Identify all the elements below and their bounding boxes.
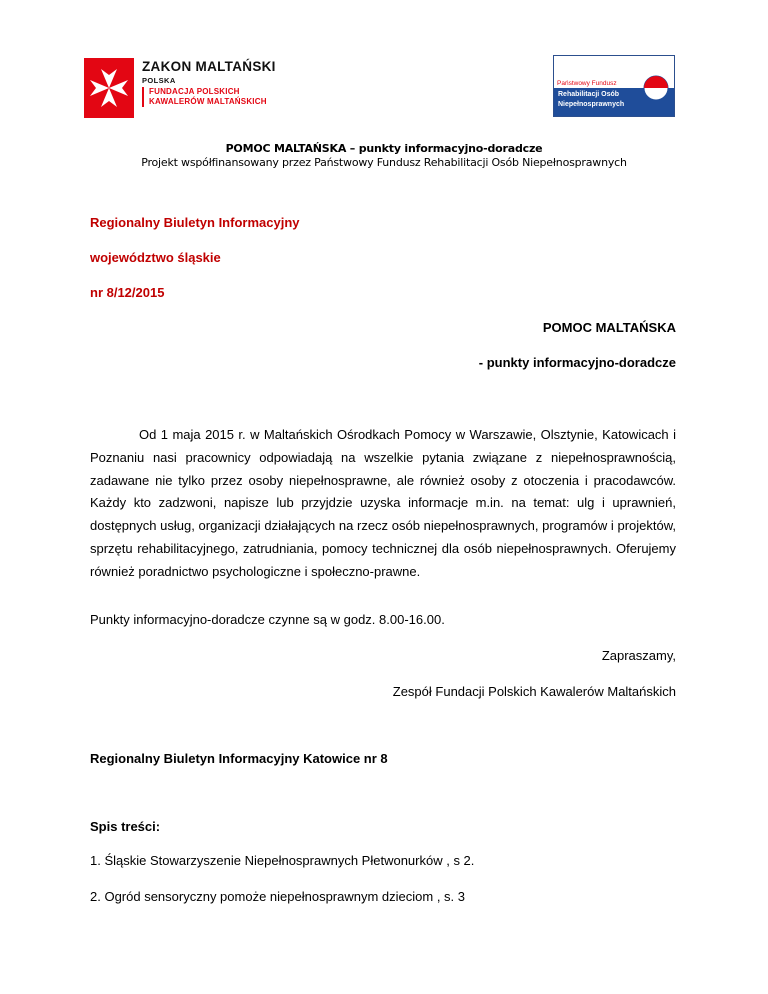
logo-title: ZAKON MALTAŃSKI <box>142 59 276 74</box>
header-subtitle: Projekt współfinansowany przez Państwowy Fundusz Rehabilitacji Osób Niepełnosprawnych <box>141 156 627 169</box>
logo-foundation-line2: KAWALERÓW MALTAŃSKICH <box>149 97 267 106</box>
logo-country: POLSKA <box>142 76 176 85</box>
zakon-maltanski-logo <box>84 58 274 118</box>
toc-heading: Spis treści: <box>90 819 161 834</box>
hours-text: Punkty informacyjno-doradcze czynne są w godz. 8.00-16.00. <box>90 612 445 627</box>
section-subtitle: - punkty informacyjno-doradcze <box>478 355 676 370</box>
bulletin-region: województwo śląskie <box>90 250 221 265</box>
signature-text: Zespół Fundacji Polskich Kawalerów Maltańskich <box>392 684 676 699</box>
logo-foundation-line1: FUNDACJA POLSKICH <box>149 87 240 96</box>
pfron-logo <box>553 55 675 117</box>
body-paragraph: Od 1 maja 2015 r. w Maltańskich Ośrodkach Pomocy w Warszawie, Olsztynie, Katowicach i Poznaniu nasi pracownicy odpowiadają na wszelkie pytania związane z niepełnosprawnością, zadawane nie tylko przez osoby niepełnosprawne, ale również osoby z otoczenia i pracodawców. Każdy kto zadzwoni, napisze lub przyjdzie uzyska informacje m.in. na temat: ulg i uprawnień, dostępnych usług, organizacji działających na rzecz osób niepełnosprawnych, programów i projektów, sprzętu rehabilitacyjnego, zatrudniania, pomocy technicznej dla osób niepełnosprawnych. Oferujemy również poradnictwo psychologiczne i społeczno-prawne. <box>90 427 676 579</box>
pfron-circle-icon <box>643 75 669 101</box>
pfron-line1: Państwowy Fundusz <box>557 80 617 87</box>
bulletin-name: Regionalny Biuletyn Informacyjny <box>90 215 300 230</box>
invite-text: Zapraszamy, <box>601 648 676 663</box>
toc-item: 2. Ogród sensoryczny pomoże niepełnosprawnym dzieciom , s. 3 <box>90 889 466 904</box>
pfron-line3: Niepełnosprawnych <box>558 101 625 108</box>
maltese-cross-icon <box>84 58 134 118</box>
toc-item: 1. Śląskie Stowarzyszenie Niepełnosprawnych Płetwonurków , s 2. <box>90 853 475 868</box>
logo-foundation <box>142 87 267 107</box>
header-title: POMOC MALTAŃSKA – punkty informacyjno-doradcze <box>225 142 543 155</box>
section-title: POMOC MALTAŃSKA <box>542 320 676 335</box>
bulletin-number: nr 8/12/2015 <box>90 285 165 300</box>
toc-bulletin-title: Regionalny Biuletyn Informacyjny Katowice nr 8 <box>90 751 388 766</box>
pfron-line2: Rehabilitacji Osób <box>558 91 620 98</box>
